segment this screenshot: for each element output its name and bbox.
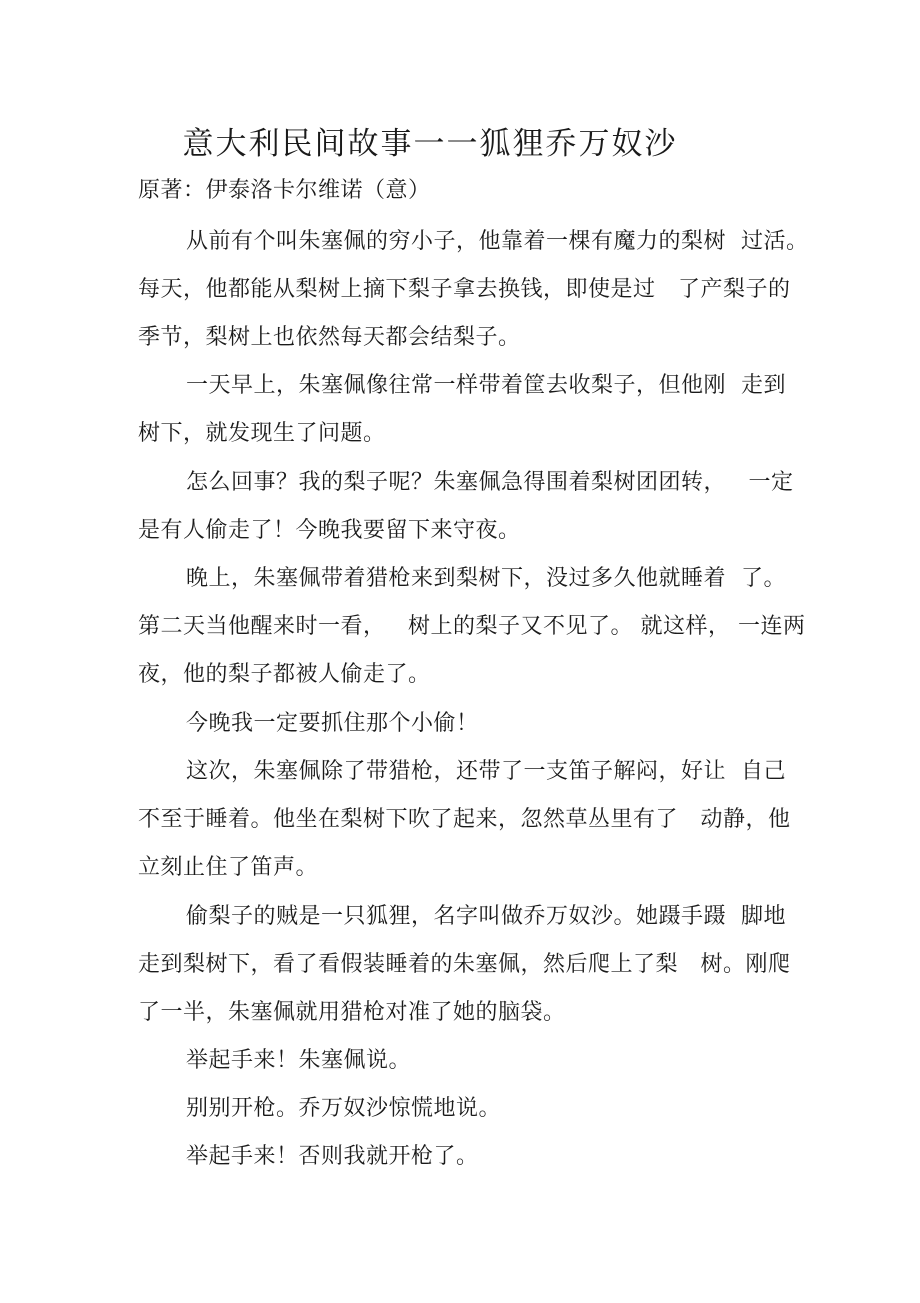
- text-line: 举起手来！否则我就开枪了。: [186, 1144, 479, 1169]
- text-line: 季节，梨树上也依然每天都会结梨子。: [138, 325, 521, 350]
- text-line: 第二天当他醒来时一看， 树上的梨子又不见了。 就这样， 一连两: [138, 614, 806, 639]
- text-line: 偷梨子的贼是一只狐狸，名字叫做乔万奴沙。她蹑手蹑 脚地: [186, 904, 786, 929]
- text-line: 从前有个叫朱塞佩的穷小子，他靠着一棵有魔力的梨树 过活。: [186, 229, 809, 254]
- text-line: 怎么回事？我的梨子呢？朱塞佩急得围着梨树团团转， 一定: [186, 470, 794, 495]
- text-line: 不至于睡着。他坐在梨树下吹了起来，忽然草丛里有了 动静，他: [138, 807, 791, 832]
- text-line: 树下，就发现生了问题。: [138, 421, 386, 446]
- text-line: 是有人偷走了！今晚我要留下来守夜。: [138, 518, 521, 543]
- author-line: 原著：伊泰洛卡尔维诺（意）: [138, 178, 431, 203]
- text-line: 走到梨树下，看了看假装睡着的朱塞佩，然后爬上了梨 树。刚爬: [138, 952, 791, 977]
- text-line: 今晚我一定要抓住那个小偷！: [186, 711, 479, 736]
- document-title: 意大利民间故事一一狐狸乔万奴沙: [182, 126, 678, 162]
- text-line: 晚上，朱塞佩带着猎枪来到梨树下，没过多久他就睡着 了。: [186, 566, 786, 591]
- text-line: 别别开枪。乔万奴沙惊慌地说。: [186, 1096, 502, 1121]
- text-line: 每天，他都能从梨树上摘下梨子拿去换钱，即使是过 了产梨子的: [138, 277, 791, 302]
- text-line: 这次，朱塞佩除了带猎枪，还带了一支笛子解闷，好让 自己: [186, 759, 786, 784]
- text-line: 夜，他的梨子都被人偷走了。: [138, 662, 431, 687]
- text-line: 一天早上，朱塞佩像往常一样带着筐去收梨子，但他刚 走到: [186, 373, 786, 398]
- text-line: 举起手来！朱塞佩说。: [186, 1048, 412, 1073]
- text-line: 立刻止住了笛声。: [138, 855, 319, 880]
- text-line: 了一半，朱塞佩就用猎枪对准了她的脑袋。: [138, 1000, 566, 1025]
